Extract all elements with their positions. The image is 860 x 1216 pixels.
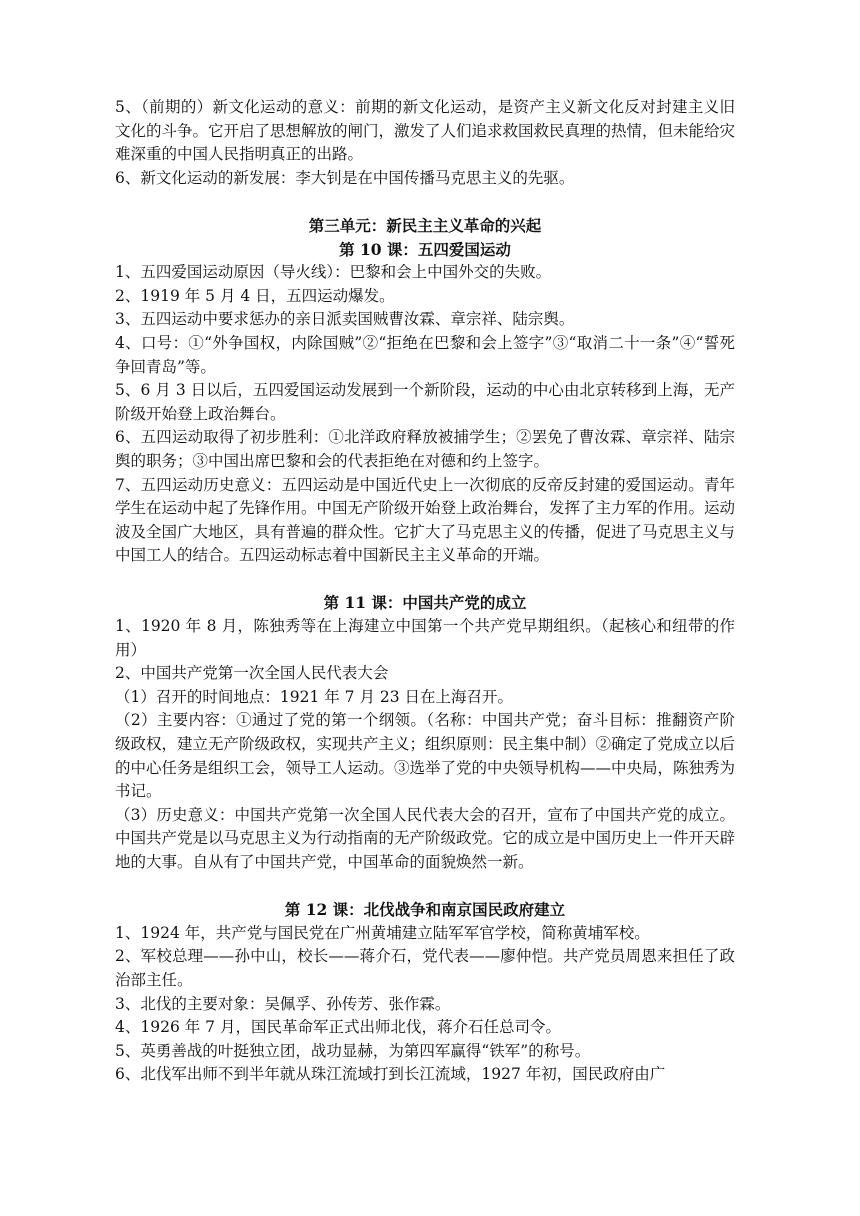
- paragraph: 2、军校总理——孙中山，校长——蒋介石，党代表——廖仲恺。共产党员周恩来担任了政治部主任。: [115, 947, 735, 989]
- lesson-heading: 第 11 课：中国共产党的成立: [323, 593, 527, 613]
- paragraph: 3、五四运动中要求惩办的亲日派卖国贼曹汝霖、章宗祥、陆宗舆。: [115, 310, 575, 329]
- paragraph: 4、口号：①“外争国权，内除国贼”②“拒绝在巴黎和会上签字”③“取消二十一条”④“誓死争回青岛”等。: [115, 333, 735, 376]
- section-spacer: [115, 568, 735, 592]
- paragraph: 2、1919 年 5 月 4 日，五四运动爆发。: [115, 286, 395, 305]
- paragraph: 7、五四运动历史意义：五四运动是中国近代史上一次彻底的反帝反封建的爱国运动。青年学生在运动中起了先锋作用。中国无产阶级开始登上政治舞台，发挥了主力军的作用。运动波及全国广大地区，具有普遍的群众性。它扩大了马克思主义的传播，促进了马克思主义与中国工人的结合。五四运动标志着中国新民主主义革命的开端。: [115, 475, 736, 565]
- paragraph: 5、（前期的）新文化运动的意义：前期的新文化运动，是资产主义新文化反对封建主义旧文化的斗争。它开启了思想解放的闸门，激发了人们追求救国救民真理的热情，但未能给灾难深重的中国人民指明真正的出路。: [115, 98, 736, 164]
- paragraph: 1、1920 年 8 月，陈独秀等在上海建立中国第一个共产党早期组织。（起核心和纽带的作用）: [115, 617, 735, 659]
- paragraph: 6、北伐军出师不到半年就从珠江流域打到长江流域，1927 年初，国民政府由广: [115, 1065, 666, 1084]
- section-spacer: [115, 875, 735, 899]
- paragraph: （2）主要内容：①通过了党的第一个纲领。（名称：中国共产党；奋斗目标：推翻资产阶级政权，建立无产阶级政权，实现共产主义；组织原则：民主集中制）②确定了党成立以后的中心任务是组织工会，领导工人运动。③选举了党的中央领导机构——中央局，陈独秀为书记。: [115, 711, 736, 801]
- paragraph: （1）召开的时间地点：1921 年 7 月 23 日在上海召开。: [115, 687, 514, 706]
- paragraph: 4、1926 年 7 月，国民革命军正式出师北伐，蒋介石任总司令。: [115, 1018, 561, 1037]
- paragraph: 6、新文化运动的新发展：李大钊是在中国传播马克思主义的先驱。: [115, 168, 575, 187]
- section-spacer: [115, 190, 735, 214]
- paragraph: 3、北伐的主要对象：吴佩孚、孙传芳、张作霖。: [115, 994, 451, 1013]
- lesson-heading: 第 12 课：北伐战争和南京国民政府建立: [284, 900, 566, 920]
- lesson-heading: 第 10 课：五四爱国运动: [339, 239, 511, 259]
- paragraph: 6、五四运动取得了初步胜利：①北洋政府释放被捕学生；②罢免了曹汝霖、章宗祥、陆宗舆的职务；③中国出席巴黎和会的代表拒绝在对德和约上签字。: [115, 428, 735, 470]
- paragraph: （3）历史意义：中国共产党第一次全国人民代表大会的召开，宣布了中国共产党的成立。中国共产党是以马克思主义为行动指南的无产阶级政党。它的成立是中国历史上一件开天辟地的大事。自从有了中国共产党，中国革命的面貌焕然一新。: [115, 805, 736, 871]
- paragraph: 5、6 月 3 日以后，五四爱国运动发展到一个新阶段，运动的中心由北京转移到上海，无产阶级开始登上政治舞台。: [115, 381, 735, 423]
- unit-heading: 第三单元：新民主主义革命的兴起: [308, 215, 542, 235]
- paragraph: 1、五四爱国运动原因（导火线）：巴黎和会上中国外交的失败。: [115, 263, 552, 282]
- paragraph: 5、英勇善战的叶挺独立团，战功显赫，为第四军赢得“铁军”的称号。: [115, 1041, 591, 1060]
- document-body: [115, 96, 735, 1087]
- paragraph: 1、1924 年，共产党与国民党在广州黄埔建立陆军军官学校，简称黄埔军校。: [115, 923, 650, 942]
- paragraph: 2、中国共产党第一次全国人民代表大会: [115, 664, 389, 683]
